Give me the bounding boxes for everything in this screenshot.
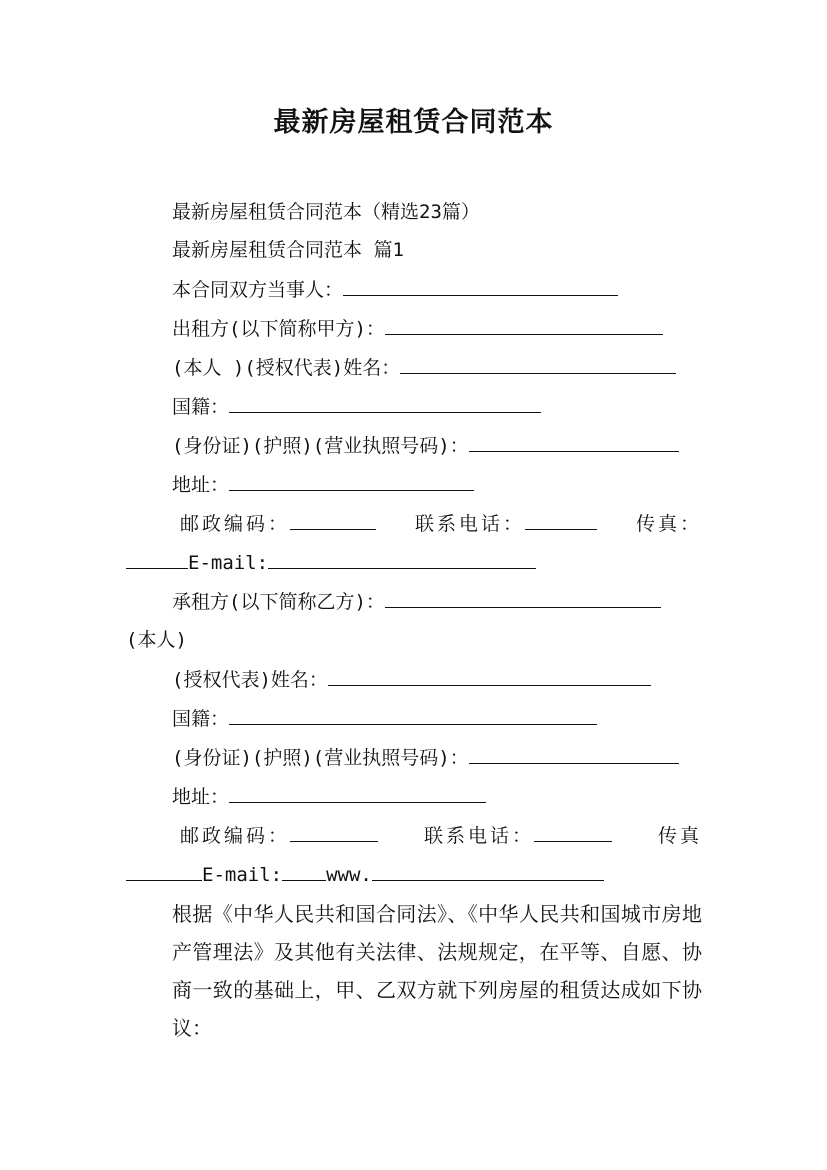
lessor-email-label: E-mail: [188,552,269,574]
lessor-phone-blank[interactable] [525,511,597,530]
lessor-postal-label: 邮政编码： [180,513,291,535]
lessor-postal-blank[interactable] [290,511,376,530]
lessee-id-blank[interactable] [469,745,679,764]
lessee-fax-label: 传真 [657,825,702,847]
lessor-id-label: (身份证)(护照)(营业执照号码)： [172,435,469,457]
section-heading: 最新房屋租赁合同范本 篇1 [172,239,404,261]
document-title: 最新房屋租赁合同范本 [273,107,554,138]
lessee-blank[interactable] [385,589,661,608]
lessor-label: 出租方(以下简称甲方)： [172,318,385,340]
lessee-address-blank[interactable] [229,784,486,803]
lessor-id-blank[interactable] [469,433,679,452]
lessor-nationality-blank[interactable] [229,394,541,413]
lessee-nationality-blank[interactable] [229,706,597,725]
lessor-id-line [126,433,702,458]
lessor-blank[interactable] [385,316,663,335]
lessee-id-label: (身份证)(护照)(营业执照号码)： [172,747,469,769]
lessee-name-line [126,667,702,692]
lessee-self-label: (本人) [126,629,187,651]
lessor-name-line [126,355,702,380]
lessee-web-label: www. [326,864,372,886]
lessee-id-line [126,745,702,770]
lessor-address-line [126,472,702,497]
lessee-name-blank[interactable] [328,667,651,686]
lessee-contact-line [126,823,702,848]
lessor-fax-blank[interactable] [126,550,188,569]
lessee-address-label: 地址： [172,786,230,808]
lessee-name-label: (授权代表)姓名： [172,669,328,691]
lessee-phone-label: 联系电话： [423,825,534,847]
lessor-name-blank[interactable] [400,355,676,374]
lessee-line [126,589,702,614]
lessor-fax-label: 传真： [635,513,702,535]
lessor-address-label: 地址： [172,474,230,496]
lessee-label: 承租方(以下简称乙方)： [172,591,385,613]
lessee-nationality-line [126,706,702,731]
agreement-paragraph [126,895,702,1047]
lessor-phone-label: 联系电话： [414,513,525,535]
lessee-postal-label: 邮政编码： [180,825,291,847]
lessor-nationality-line [126,394,702,419]
lessor-nationality-label: 国籍： [172,396,230,418]
lessee-nationality-label: 国籍： [172,708,230,730]
lessor-line [126,316,702,341]
lessee-web-blank[interactable] [372,862,604,881]
lessee-address-line [126,784,702,809]
lessor-contact-line [126,511,702,536]
lessee-email-label: E-mail: [202,864,283,886]
parties-blank[interactable] [343,277,618,296]
lessor-address-blank[interactable] [229,472,474,491]
lessee-self-line [126,628,702,652]
parties-intro-line [126,277,702,302]
parties-intro-label: 本合同双方当事人： [172,279,344,301]
lessee-postal-blank[interactable] [290,823,378,842]
lessor-email-blank[interactable] [268,550,536,569]
lessee-email-line [126,862,702,887]
lessor-name-label: (本人 )(授权代表)姓名： [172,357,401,379]
lessee-fax-blank[interactable] [126,862,202,881]
lessor-email-line [126,550,702,575]
lessee-email-blank[interactable] [282,862,326,881]
agreement-text: 根据《中华人民共和国合同法》、《中华人民共和国城市房地产管理法》及其他有关法律、法规规定，在平等、自愿、协商一致的基础上，甲、乙双方就下列房屋的租赁达成如下协议： [172,902,702,1040]
lessee-phone-blank[interactable] [534,823,612,842]
document-subtitle: 最新房屋租赁合同范本（精选23篇） [172,201,480,223]
